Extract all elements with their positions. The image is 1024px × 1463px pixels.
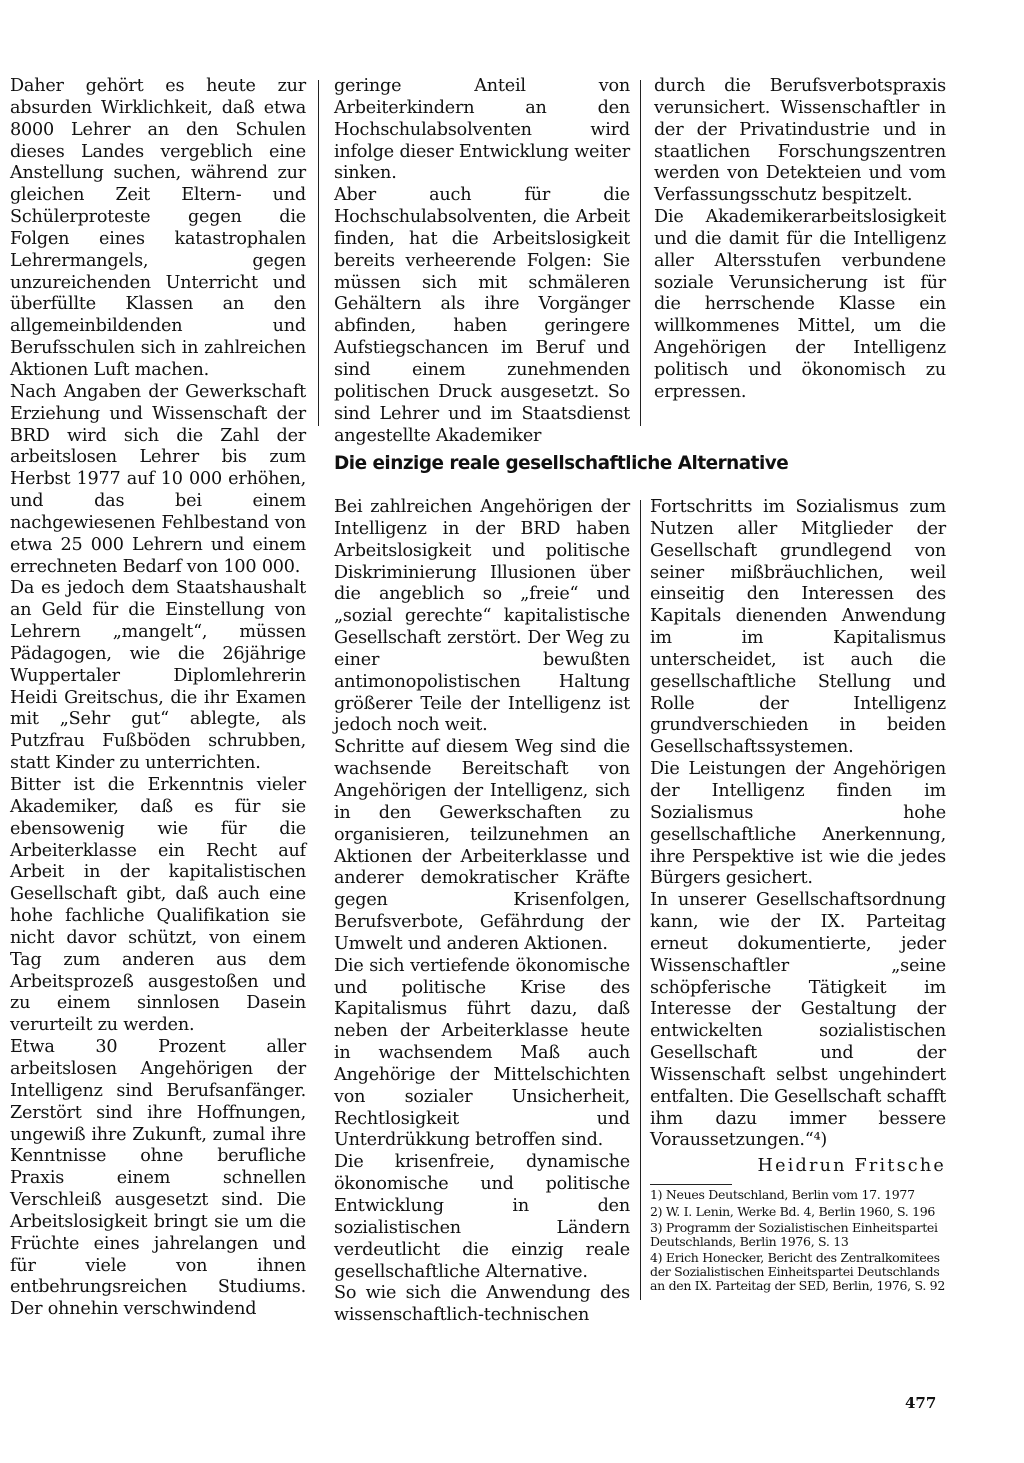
footnote: 1) Neues Deutschland, Berlin vom 17. 1977 bbox=[650, 1187, 915, 1202]
paragraph: Da es jedoch dem Staatshaushalt an Geld für die Einstellung von Lehrern „mangelt“, müssen Pädagogen, wie die 26jährige Wuppertaler Diplomlehrerin Heidi Greitschus, die ihr Examen mit „Sehr gut“ ablegte, als Putzfrau Fußböden schrubben, statt Kinder zu unterrichten. bbox=[10, 578, 306, 774]
paragraph: Fortschritts im Sozialismus zum Nutzen aller Mitglieder der Gesellschaft grundlegend von seiner mißbräuchlichen, weil einseitig den Interessen des Kapitals dienenden Anwendung im im Kapitalismus unterscheidet, ist auch die gesellschaftliche Stellung und Rolle der Intelligenz grundverschieden in beiden Gesellschaftssystemen. bbox=[650, 497, 946, 758]
footnote-rule bbox=[650, 1184, 732, 1185]
paragraph: durch die Berufsverbotspraxis verunsichert. Wissenschaftler in der der Privatindustrie und in staatlichen Forschungszentren werden von Detekteien und vom Verfassungsschutz bespitzelt. bbox=[654, 76, 946, 206]
footnotes bbox=[650, 1188, 946, 1295]
column-right-bottom bbox=[650, 497, 946, 1178]
page-number: 477 bbox=[905, 1394, 937, 1412]
column-right-top bbox=[654, 76, 946, 404]
footnote: 2) W. I. Lenin, Werke Bd. 4, Berlin 1960, S. 196 bbox=[650, 1203, 936, 1219]
column-middle-top bbox=[334, 76, 630, 447]
paragraph: Die krisenfreie, dynamische ökonomische und politische Entwicklung in den sozialistischen Ländern verdeutlicht die einzig reale gesellschaftliche Alternative. bbox=[334, 1152, 630, 1282]
paragraph: Die Leistungen der Angehörigen der Intelligenz finden im Sozialismus hohe gesellschaftliche Anerkennung, ihre Perspektive ist wie die jedes Bürgers gesichert. bbox=[650, 759, 946, 889]
paragraph: Daher gehört es heute zur absurden Wirklichkeit, daß etwa 8000 Lehrer an den Schulen dieses Landes vergeblich eine Anstellung suchen, während zur gleichen Zeit Eltern- und Schülerproteste gegen die Folgen eines katastrophalen Lehrermangels, gegen unzureichenden Unterricht und überfüllte Klassen an den allgemeinbildenden und Berufsschulen sich in zahlreichen Aktionen Luft machen. bbox=[10, 76, 306, 380]
column-rule bbox=[318, 80, 319, 426]
column-rule bbox=[640, 500, 641, 1300]
column-rule bbox=[640, 80, 641, 426]
paragraph: Bei zahlreichen Angehörigen der Intelligenz in der BRD haben Arbeitslosigkeit und politische Diskriminierung Illusionen über die angeblich so „freie“ und „sozial gerechte“ kapitalistische Gesellschaft zerstört. Der Weg zu einer bewußten antimonopolistischen Haltung größerer Teile der Intelligenz ist jedoch noch weit. bbox=[334, 497, 630, 736]
paragraph: Bitter ist die Erkenntnis vieler Akademiker, daß es für sie ebensowenig wie für die Arbeiterklasse ein Recht auf Arbeit in der kapitalistischen Gesellschaft gibt, daß auch eine hohe fachliche Qualifikation sie nicht davor schützt, von einem Tag zum anderen aus dem Arbeitsprozeß ausgestoßen und zu einem sinnlosen Dasein verurteilt zu werden. bbox=[10, 775, 306, 1036]
paragraph: In unserer Gesellschaftsordnung kann, wie der IX. Parteitag erneut dokumentierte, jeder Wissenschaftler „seine schöpferische Tätigkeit im Interesse der Gestaltung der entwickelten sozialistischen Gesellschaft und der Wissenschaft selbst ungehindert entfalten. Die Gesellschaft schafft ihm dazu immer bessere Voraussetzungen.“⁴) bbox=[650, 890, 947, 1151]
paragraph: Die sich vertiefende ökonomische und politische Krise des Kapitalismus führt dazu, daß neben der Arbeiterklasse heute in wachsendem Maß auch Angehörige der Mittelschichten von sozialer Unsicherheit, Rechtlosigkeit und Unterdrükkung betroffen sind. bbox=[334, 955, 630, 1151]
paragraph: Schritte auf diesem Weg sind die wachsende Bereitschaft von Angehörigen der Intelligenz, sich in den Gewerkschaften zu organisieren, teilzunehmen an Aktionen der Arbeiterklasse und anderer demokratischer Kräfte gegen Krisenfolgen, Berufsverbote, Gefährdung der Umwelt und anderen Aktionen. bbox=[334, 737, 630, 954]
section-heading: Die einzige reale gesellschaftliche Alternative bbox=[334, 453, 789, 474]
paragraph: Etwa 30 Prozent aller arbeitslosen Angehörigen der Intelligenz sind Berufsanfänger. Zerstört sind ihre Hoffnungen, ungewiß ihre Zukunft, zumal ihre Kenntnisse ohne berufliche Praxis einem schnellen Verschleiß ausgesetzt sind. Die Arbeitslosigkeit bringt sie um die Früchte eines jahrelangen und für viele von ihnen entbehrungsreichen Studiums. Der ohnehin verschwindend bbox=[10, 1037, 306, 1320]
footnote: 3) Programm der Sozialistischen Einheitspartei Deutschlands, Berlin 1976, S. 13 bbox=[650, 1220, 938, 1249]
paragraph: Nach Angaben der Gewerkschaft Erziehung und Wissenschaft der BRD wird sich die Zahl der arbeitslosen Lehrer bis zum Herbst 1977 auf 10 000 erhöhen, und das bei einem nachgewiesenen Fehlbestand von etwa 25 000 Lehrern und einem errechneten Bedarf von 100 000. bbox=[10, 381, 306, 577]
paragraph: So wie sich die Anwendung des wissenschaftlich-technischen bbox=[334, 1283, 630, 1326]
paragraph: geringe Anteil von Arbeiterkindern an den Hochschulabsolventen wird infolge dieser Entwicklung weiter sinken. bbox=[334, 76, 630, 184]
column-left bbox=[10, 76, 306, 1321]
column-middle-bottom bbox=[334, 497, 630, 1327]
author-signature: Heidrun Fritsche bbox=[757, 1156, 946, 1177]
paragraph: Aber auch für die Hochschulabsolventen, die Arbeit finden, hat die Arbeitslosigkeit bereits verheerende Folgen: Sie müssen sich mit schmäleren Gehältern als ihre Vorgänger abfinden, haben geringere Aufstiegschancen im Beruf und sind einem zunehmenden politischen Druck ausgesetzt. So sind Lehrer und im Staatsdienst angestellte Akademiker bbox=[334, 185, 630, 446]
footnote: 4) Erich Honecker, Bericht des Zentralkomitees der Sozialistischen Einheitspartei Deutschlands an den IX. Parteitag der SED, Berlin, 1976, S. 92 bbox=[650, 1250, 945, 1293]
paragraph: Die Akademikerarbeitslosigkeit und die damit für die Intelligenz aller Altersstufen verbundene soziale Verunsicherung ist für die herrschende Klasse ein willkommenes Mittel, um die Angehörigen der Intelligenz politisch und ökonomisch zu erpressen. bbox=[654, 207, 946, 402]
